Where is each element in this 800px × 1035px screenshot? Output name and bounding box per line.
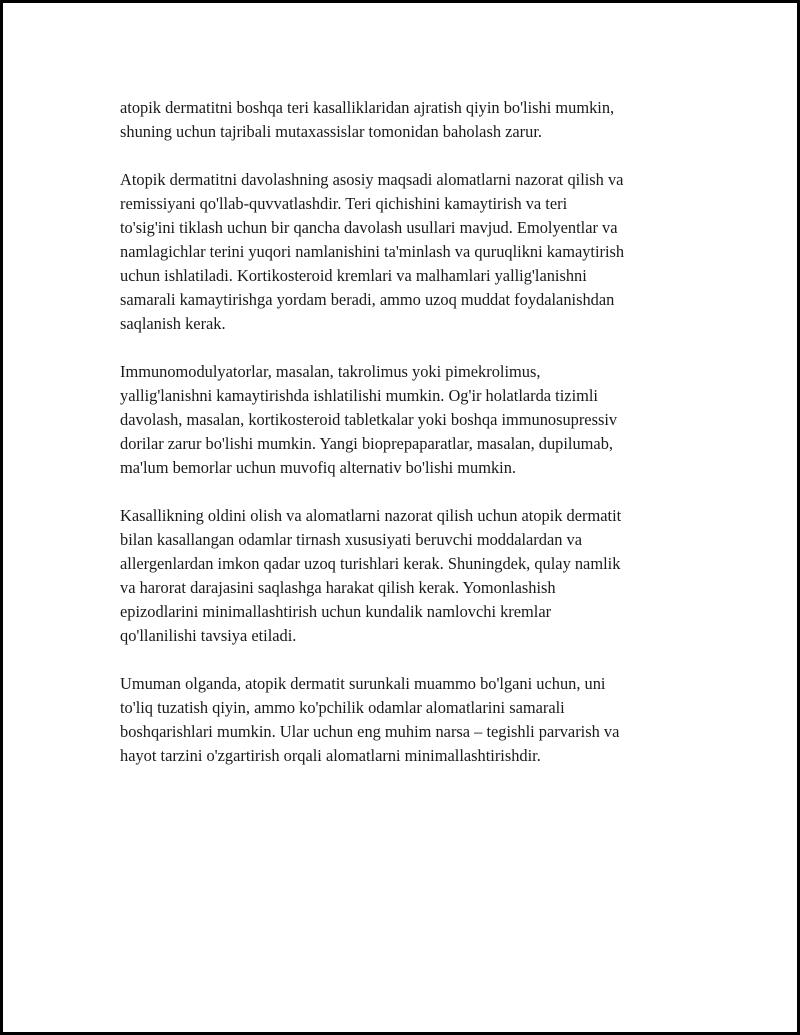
paragraph-5	[120, 672, 696, 768]
text-line: epizodlarini minimallashtirish uchun kundalik namlovchi kremlar	[120, 602, 552, 621]
document-body	[120, 96, 696, 792]
text-line: dorilar zarur bo'lishi mumkin. Yangi bioprepaparatlar, masalan, dupilumab,	[120, 434, 613, 453]
text-line: davolash, masalan, kortikosteroid tabletkalar yoki boshqa immunosupressiv	[120, 410, 618, 429]
text-line: to'sig'ini tiklash uchun bir qancha davolash usullari mavjud. Emolyentlar va	[120, 218, 618, 237]
paragraph-4	[120, 504, 696, 648]
text-line: Atopik dermatitni davolashning asosiy maqsadi alomatlarni nazorat qilish va	[120, 170, 624, 189]
text-line: remissiyani qo'llab-quvvatlashdir. Teri qichishini kamaytirish va teri	[120, 194, 568, 213]
text-line: to'liq tuzatish qiyin, ammo ko'pchilik odamlar alomatlarini samarali	[120, 698, 565, 717]
text-line: Kasallikning oldini olish va alomatlarni nazorat qilish uchun atopik dermatit	[120, 506, 622, 525]
text-line: Umuman olganda, atopik dermatit surunkali muammo bo'lgani uchun, uni	[120, 674, 606, 693]
text-line: uchun ishlatiladi. Kortikosteroid kremlari va malhamlari yallig'lanishni	[120, 266, 587, 285]
text-line: va harorat darajasini saqlashga harakat qilish kerak. Yomonlashish	[120, 578, 556, 597]
paragraph-2	[120, 168, 696, 336]
paragraph-1	[120, 96, 696, 144]
paragraph-3	[120, 360, 696, 480]
text-line: namlagichlar terini yuqori namlanishini ta'minlash va quruqlikni kamaytirish	[120, 242, 625, 261]
text-line: samarali kamaytirishga yordam beradi, ammo uzoq muddat foydalanishdan	[120, 290, 615, 309]
text-line: atopik dermatitni boshqa teri kasalliklaridan ajratish qiyin bo'lishi mumkin,	[120, 98, 615, 117]
text-line: allergenlardan imkon qadar uzoq turishlari kerak. Shuningdek, qulay namlik	[120, 554, 621, 573]
text-line: Immunomodulyatorlar, masalan, takrolimus yoki pimekrolimus,	[120, 362, 541, 381]
text-line: qo'llanilishi tavsiya etiladi.	[120, 626, 297, 645]
text-line: bilan kasallangan odamlar tirnash xususiyati beruvchi moddalardan va	[120, 530, 582, 549]
text-line: boshqarishlari mumkin. Ular uchun eng muhim narsa – tegishli parvarish va	[120, 722, 620, 741]
text-line: hayot tarzini o'zgartirish orqali alomatlarni minimallashtirishdir.	[120, 746, 541, 765]
text-line: shuning uchun tajribali mutaxassislar tomonidan baholash zarur.	[120, 122, 542, 141]
text-line: saqlanish kerak.	[120, 314, 226, 333]
text-line: yallig'lanishni kamaytirishda ishlatilishi mumkin. Og'ir holatlarda tizimli	[120, 386, 598, 405]
text-line: ma'lum bemorlar uchun muvofiq alternativ bo'lishi mumkin.	[120, 458, 517, 477]
